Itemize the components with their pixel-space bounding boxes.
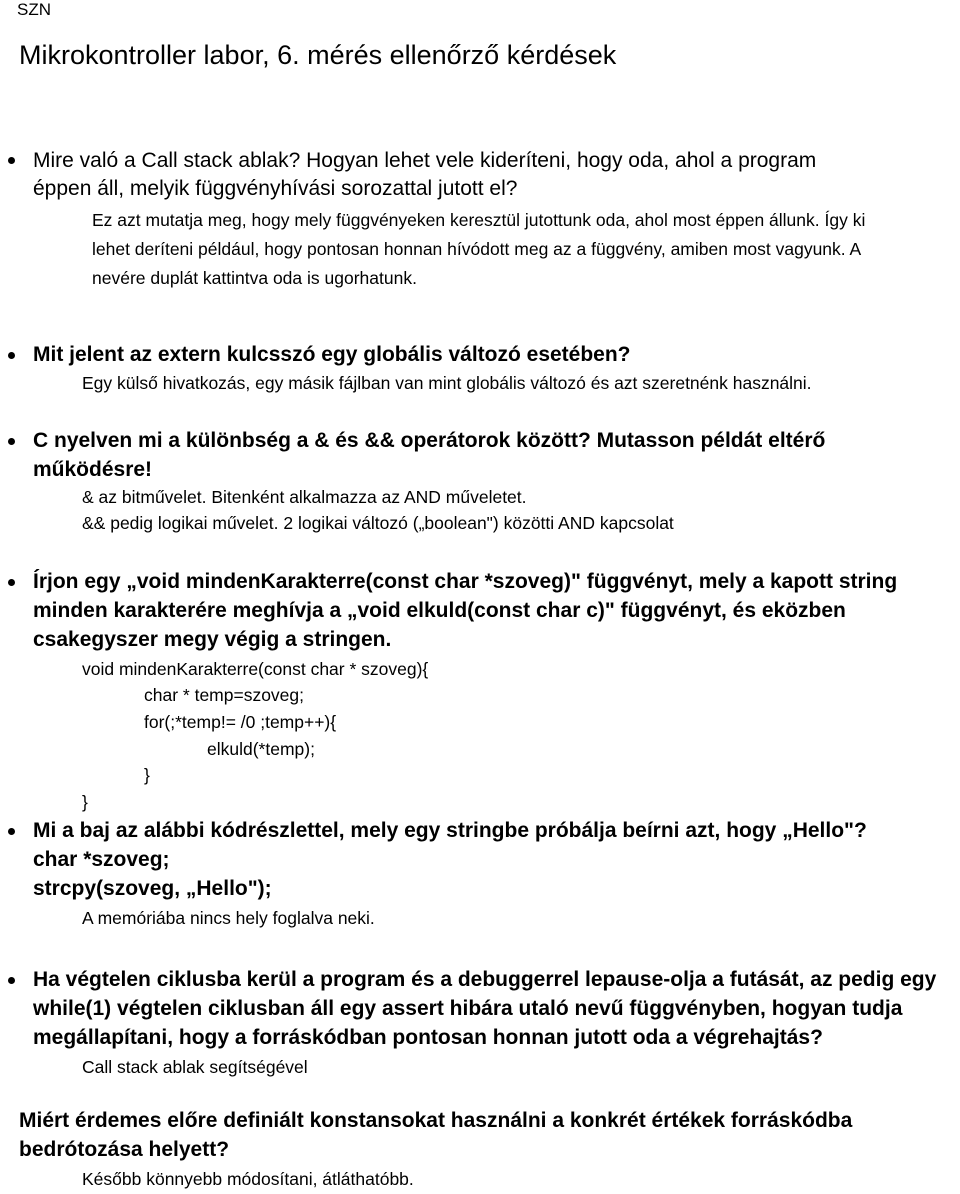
question-6-line-3: megállapítani, hogy a forráskódban pontosan honnan jutott oda a végrehajtás?	[33, 1026, 823, 1049]
question-1-line-2: éppen áll, melyik függvényhívási sorozattal jutott el?	[33, 177, 518, 200]
question-5-line-2: char *szoveg;	[33, 848, 170, 871]
question-5-line-3: strcpy(szoveg, „Hello");	[33, 877, 272, 900]
question-6-line-2: while(1) végtelen ciklusban áll egy assert hibára utaló nevű függvényben, hogyan tudja	[33, 997, 903, 1020]
question-3-line-1: C nyelven mi a különbség a & és && operátorok között? Mutasson példát eltérő	[33, 429, 826, 452]
question-1-line-1: Mire való a Call stack ablak? Hogyan lehet vele kideríteni, hogy oda, ahol a program	[33, 149, 817, 172]
question-4-line-2: minden karakterére meghívja a „void elkuld(const char c)" függvényt, és eközben	[33, 599, 846, 622]
bullet-icon	[8, 352, 15, 359]
code-line-5: }	[144, 765, 150, 785]
bullet-icon	[8, 157, 15, 164]
code-line-4: elkuld(*temp);	[207, 739, 315, 759]
bullet-icon	[8, 438, 15, 445]
bullet-icon	[8, 579, 15, 586]
question-7-line-1: Miért érdemes előre definiált konstansokat használni a konkrét értékek forráskódba	[19, 1109, 853, 1132]
question-6-line-1: Ha végtelen ciklusba kerül a program és a debuggerrel lepause-olja a futását, az pedig egy	[33, 968, 937, 991]
answer-5-line-1: A memóriába nincs hely foglalva neki.	[82, 908, 375, 928]
code-line-1: void mindenKarakterre(const char * szoveg){	[82, 659, 429, 679]
question-5-line-1: Mi a baj az alábbi kódrészlettel, mely egy stringbe próbálja beírni azt, hogy „Hello"?	[33, 819, 867, 842]
code-line-6: }	[82, 792, 88, 812]
answer-3-line-2: && pedig logikai művelet. 2 logikai változó („boolean") közötti AND kapcsolat	[82, 513, 674, 533]
bullet-icon	[8, 977, 15, 984]
page-title: Mikrokontroller labor, 6. mérés ellenőrző kérdések	[19, 40, 617, 70]
question-7-line-2: bedrótozása helyett?	[19, 1138, 230, 1161]
answer-3-line-1: & az bitművelet. Bitenként alkalmazza az AND műveletet.	[82, 487, 527, 507]
question-4-line-3: csakegyszer megy végig a stringen.	[33, 628, 392, 651]
code-line-2: char * temp=szoveg;	[144, 685, 305, 705]
answer-1-line-1: Ez azt mutatja meg, hogy mely függvényeken keresztül jutottunk oda, ahol most éppen állunk. Így ki	[92, 210, 866, 230]
bullet-icon	[8, 828, 15, 835]
header-mark: SZN	[17, 0, 51, 19]
question-2-line-1: Mit jelent az extern kulcsszó egy globális változó esetében?	[33, 343, 631, 366]
question-3-line-2: működésre!	[33, 458, 153, 481]
answer-2-line-1: Egy külső hivatkozás, egy másik fájlban van mint globális változó és azt szeretnénk használni.	[82, 373, 812, 393]
question-4-line-1: Írjon egy „void mindenKarakterre(const char *szoveg)" függvényt, mely a kapott string	[33, 570, 898, 593]
answer-1-line-2: lehet deríteni például, hogy pontosan honnan hívódott meg az a függvény, amiben most vagyunk. A	[92, 239, 862, 259]
answer-7-line-1: Később könnyebb módosítani, átláthatóbb.	[82, 1169, 414, 1189]
answer-6-line-1: Call stack ablak segítségével	[82, 1057, 308, 1077]
answer-1-line-3: nevére duplát kattintva oda is ugorhatunk.	[92, 268, 417, 288]
code-line-3: for(;*temp!= /0 ;temp++){	[144, 712, 337, 732]
